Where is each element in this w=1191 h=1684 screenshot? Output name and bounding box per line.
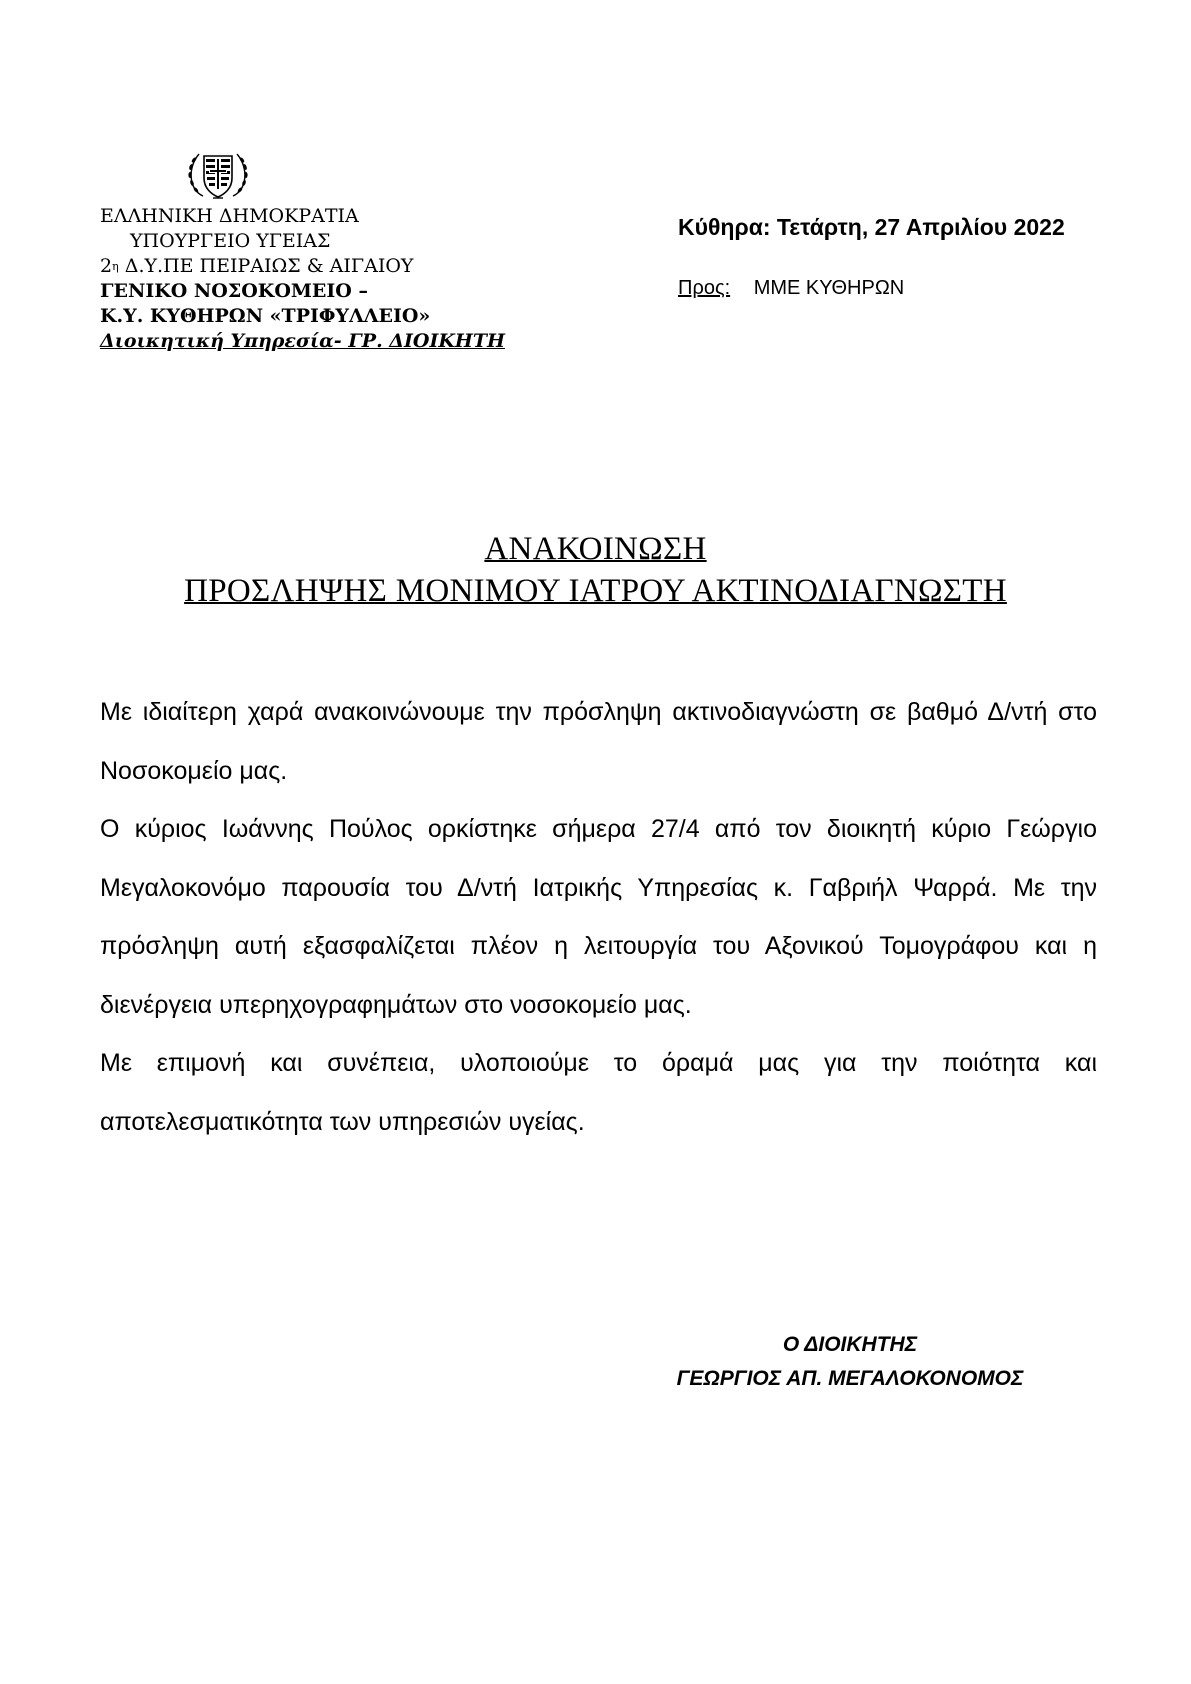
recipient-label: Προς: bbox=[678, 277, 731, 299]
body-paragraph-3: Με επιμονή και συνέπεια, υλοποιούμε το όραμά μας για την ποιότητα και αποτελεσματικότητα των υπηρεσιών υγείας. bbox=[100, 1049, 1097, 1136]
region-number: 2 bbox=[100, 255, 113, 277]
announcement-title bbox=[0, 528, 1191, 612]
department-name: Διοικητική Υπηρεσία- ΓΡ. ΔΙΟΙΚΗΤΗ bbox=[100, 330, 505, 352]
body-paragraph-2: Ο κύριος Ιωάννης Πούλος ορκίστηκε σήμερα 27/4 από τον διοικητή κύριο Γεώργιο Μεγαλοκονόμο παρουσία του Δ/ντή Ιατρικής Υπηρεσίας κ. Γαβριήλ Ψαρρά. Με την πρόσληψη αυτή εξασφαλίζεται πλέον η λειτουργία του Αξονικού Τομογράφου και η διενέργεια υπερηχογραφημάτων στο νοσοκομείο μας. bbox=[100, 815, 1097, 1019]
hospital-name-line1: ΓΕΝΙΚΟ ΝΟΣΟΚΟΜΕΙΟ – bbox=[100, 280, 368, 302]
signatory-role: Ο ΔΙΟΙΚΗΤΗΣ bbox=[782, 1333, 918, 1356]
region-superscript: η bbox=[112, 260, 119, 273]
region-text: Δ.Υ.ΠΕ ΠΕΙΡΑΙΩΣ & ΑΙΓΑΙΟΥ bbox=[118, 255, 414, 277]
recipient-value: ΜΜΕ ΚΥΘΗΡΩΝ bbox=[753, 277, 905, 299]
recipient-line bbox=[678, 277, 904, 300]
title-line2: ΠΡΟΣΛΗΨΗΣ ΜΟΝΙΜΟΥ ΙΑΤΡΟΥ ΑΚΤΙΝΟΔΙΑΓΝΩΣΤΗ bbox=[184, 573, 1007, 609]
signature-block bbox=[640, 1328, 1060, 1396]
signatory-name: ΓΕΩΡΓΙΟΣ ΑΠ. ΜΕΓΑΛΟΚΟΝΟΜΟΣ bbox=[676, 1367, 1024, 1390]
hospital-name-line2: Κ.Υ. ΚΥΘΗΡΩΝ «ΤΡΙΦΥΛΛΕΙΟ» bbox=[100, 305, 431, 327]
announcement-body bbox=[100, 683, 1097, 1151]
body-paragraph-1: Με ιδιαίτερη χαρά ανακοινώνουμε την πρόσληψη ακτινοδιαγνώστη σε βαθμό Δ/ντή στο Νοσοκομείο μας. bbox=[100, 698, 1097, 785]
health-region bbox=[100, 254, 505, 279]
issuer-header bbox=[100, 204, 505, 354]
document-date: Κύθηρα: Τετάρτη, 27 Απριλίου 2022 bbox=[678, 214, 1065, 240]
country-name: ΕΛΛΗΝΙΚΗ ΔΗΜΟΚΡΑΤΙΑ bbox=[100, 205, 359, 227]
title-line1: ΑΝΑΚΟΙΝΩΣΗ bbox=[484, 531, 707, 567]
ministry-name: ΥΠΟΥΡΓΕΙΟ ΥΓΕΙΑΣ bbox=[130, 230, 331, 252]
greek-emblem-icon bbox=[183, 146, 253, 202]
